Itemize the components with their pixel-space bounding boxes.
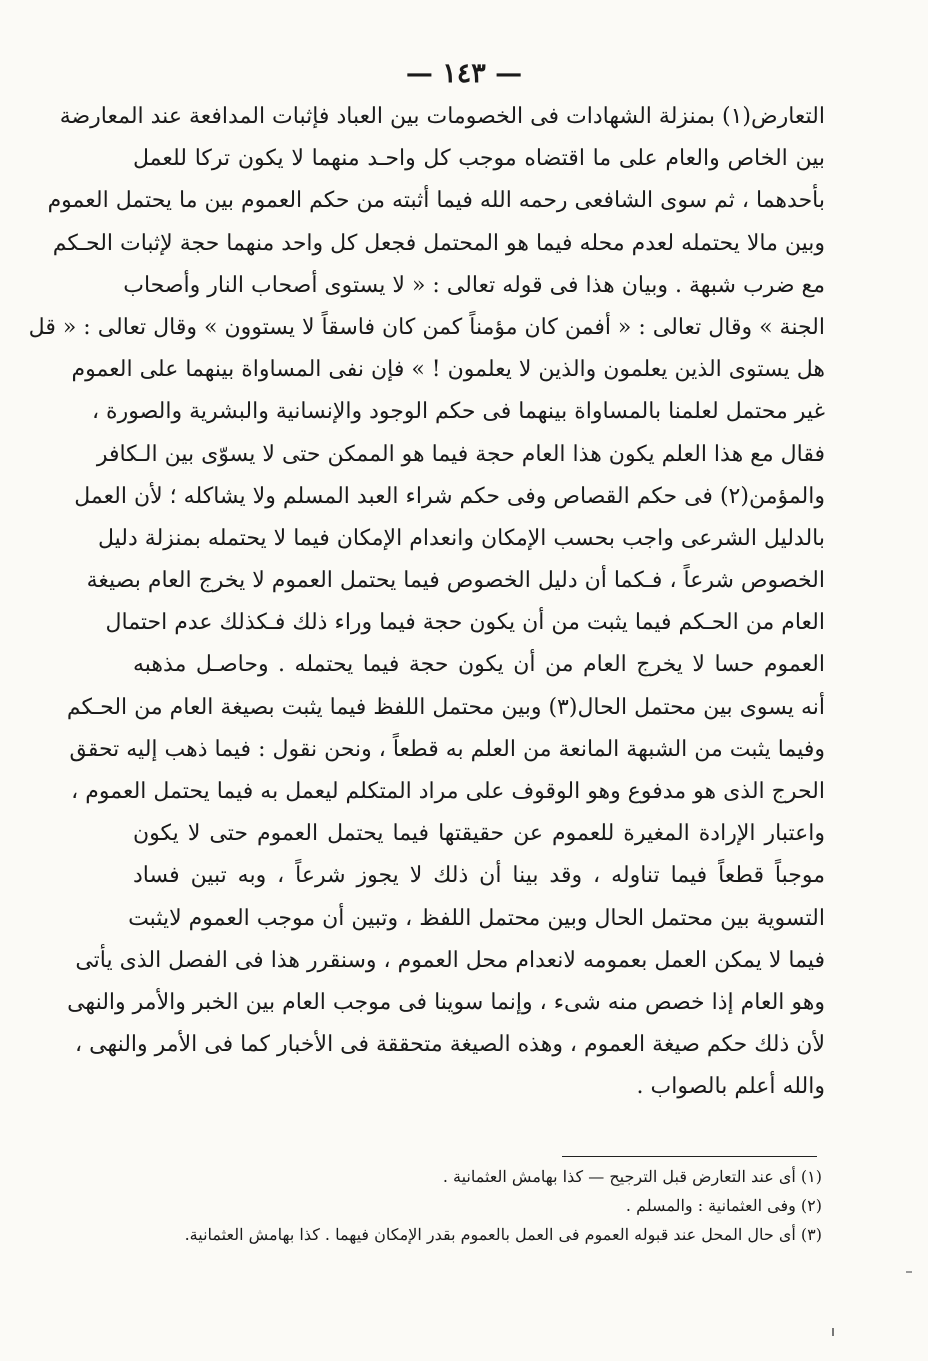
text-line: العام من الحـكم فيما يثبت من أن يكون حجة فيما وراء ذلك فـكذلك عدم احتمال bbox=[105, 610, 825, 636]
footnote-3: (٣) أى حال المحل عند قبوله العموم فى العمل بالعموم بقدر الإمكان فيهما . كذا بهامش العثمانية. bbox=[184, 1225, 822, 1244]
text-line: الحرج الذى هو مدفوع وهو الوقوف على مراد المتكلم ليعمل به فيما يحتمل العموم ، bbox=[71, 779, 825, 804]
text-line: التسوية بين محتمل الحال وبين محتمل اللفظ ، وتبين أن موجب العموم لايثبت bbox=[128, 905, 825, 931]
text-line: مع ضرب شبهة . وبيان هذا فى قوله تعالى : « لا يستوى أصحاب النار وأصحاب bbox=[123, 272, 825, 298]
footnote-separator bbox=[562, 1156, 817, 1157]
text-line: بين الخاص والعام على ما اقتضاه موجب كل واحـد منهما لا يكون تركا للعمل bbox=[133, 146, 825, 172]
text-line: أنه يسوى بين محتمل الحال(٣) وبين محتمل اللفظ فيما يثبت بصيغة العام من الحـكم bbox=[66, 694, 825, 720]
text-line: لأن ذلك حكم صيغة العموم ، وهذه الصيغة متحققة فى الأخبار كما فى الأمر والنهى ، bbox=[75, 1032, 825, 1058]
text-line: وبين مالا يحتمله لعدم محله فيما هو المحتمل فجعل كل واحد منهما حجة لإثبات الحـكم bbox=[52, 230, 825, 256]
page-number: — ١٤٣ — bbox=[405, 58, 523, 89]
footnote-1: (١) أى عند التعارض قبل الترجيح — كذا بهامش العثمانية . bbox=[442, 1167, 822, 1186]
text-line: غير محتمل لعلمنا بالمساواة بينهما فى حكم الوجود والإنسانية والبشرية والصورة ، bbox=[91, 399, 825, 425]
text-line: بأحدهما ، ثم سوى الشافعى رحمه الله فيما أثبته من حكم العموم بين ما يحتمل العموم bbox=[47, 188, 825, 214]
text-line: وفيما يثبت من الشبهة المانعة من العلم به قطعاً ، ونحن نقول : فيما ذهب إليه تحقق bbox=[69, 736, 825, 762]
text-line: الجنة » وقال تعالى : « أفمن كان مؤمناً كمن كان فاسقاً لا يستوون » وقال تعالى : « قل bbox=[28, 314, 825, 340]
text-line: والمؤمن(٢) فى حكم القصاص وفى حكم شراء العبد المسلم ولا يشاكله ؛ لأن العمل bbox=[74, 483, 825, 509]
text-line: موجباً قطعاً فيما تناوله ، وقد بينا أن ذلك لا يجوز شرعاً ، وبه تبين فساد bbox=[133, 863, 825, 889]
body-text bbox=[28, 96, 825, 1109]
text-line-last: والله أعلم بالصواب . bbox=[636, 1074, 825, 1100]
text-line: فيما لا يمكن العمل بعمومه لانعدام محل العموم ، وسنقرر هذا فى الفصل الذى يأتى bbox=[75, 947, 825, 973]
text-line: العموم حسا لا يخرج العام من أن يكون حجة فيما يحتمله . وحاصـل مذهبه bbox=[133, 652, 825, 678]
text-line: وهو العام إذا خصص منه شىء ، وإنما سوينا فى موجب العام بين الخبر والأمر والنهى bbox=[67, 989, 825, 1015]
text-line: بالدليل الشرعى واجب بحسب الإمكان وانعدام الإمكان فيما لا يحتمله بمنزلة دليل bbox=[98, 525, 825, 551]
text-line: التعارض(١) بمنزلة الشهادات فى الخصومات بين العباد فإثبات المدافعة عند المعارضة bbox=[59, 104, 825, 129]
text-line: واعتبار الإرادة المغيرة للعموم عن حقيقتها فيما يحتمل العموم حتى لا يكون bbox=[133, 821, 825, 847]
footnotes bbox=[110, 1162, 822, 1249]
text-line: هل يستوى الذين يعلمون والذين لا يعلمون ! » فإن نفى المساواة بينهما على العموم bbox=[71, 357, 825, 383]
text-line: فقال مع هذا العلم يكون هذا العام حجة فيما هو الممكن حتى لا يسوّى بين الـكافر bbox=[96, 441, 825, 467]
scan-speck bbox=[906, 1271, 912, 1273]
footnote-2: (٢) وفى العثمانية : والمسلم . bbox=[625, 1196, 822, 1215]
scan-speck bbox=[832, 1328, 834, 1336]
text-line: الخصوص شرعاً ، فـكما أن دليل الخصوص فيما يحتمل العموم لا يخرج العام بصيغة bbox=[86, 568, 825, 594]
